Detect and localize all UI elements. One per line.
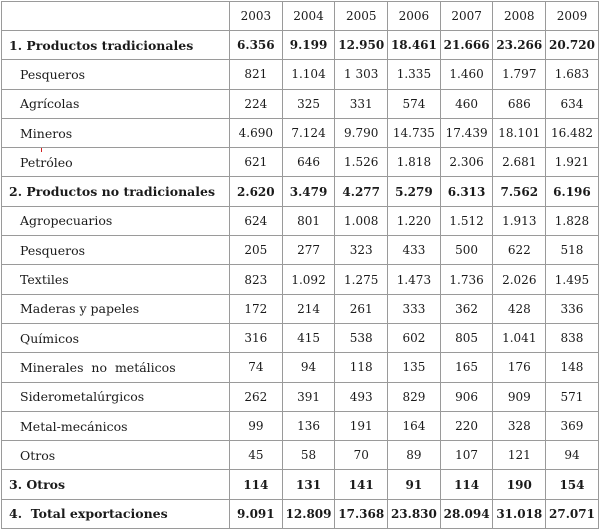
table-cell: 12.950	[335, 31, 388, 60]
table-cell: 336	[546, 294, 599, 323]
row-label: Agropecuarios	[2, 206, 230, 235]
table-cell: 906	[440, 382, 493, 411]
table-row-section	[2, 31, 599, 60]
table-cell: 1.335	[388, 60, 441, 89]
table-cell: 316	[230, 323, 283, 352]
exports-table	[1, 1, 599, 529]
table-cell: 602	[388, 323, 441, 352]
row-label: Agrícolas	[2, 89, 230, 118]
table-cell: 191	[335, 411, 388, 440]
table-cell: 18.461	[388, 31, 441, 60]
table-cell: 415	[282, 323, 335, 352]
table-cell: 17.368	[335, 499, 388, 528]
table-cell: 1.275	[335, 265, 388, 294]
table-cell: 17.439	[440, 118, 493, 147]
year-header: 2006	[388, 2, 441, 31]
table-cell: 28.094	[440, 499, 493, 528]
row-label: Pesqueros	[2, 236, 230, 265]
table-cell: 164	[388, 411, 441, 440]
header-empty-cell	[2, 2, 230, 31]
table-cell: 277	[282, 236, 335, 265]
table-cell: 18.101	[493, 118, 546, 147]
table-cell: 31.018	[493, 499, 546, 528]
table-cell: 1.797	[493, 60, 546, 89]
table-cell: 621	[230, 148, 283, 177]
row-label: 2. Productos no tradicionales	[2, 177, 230, 206]
table-cell: 141	[335, 470, 388, 499]
row-label: Maderas y papeles	[2, 294, 230, 323]
row-label: Textiles	[2, 265, 230, 294]
table-cell: 6.313	[440, 177, 493, 206]
table-cell: 107	[440, 441, 493, 470]
table-cell: 2.620	[230, 177, 283, 206]
table-cell: 1.683	[546, 60, 599, 89]
table-cell: 12.809	[282, 499, 335, 528]
row-label: Pesqueros	[2, 60, 230, 89]
row-label: Petróleo	[20, 154, 73, 170]
table-cell: 1.921	[546, 148, 599, 177]
table-cell: 805	[440, 323, 493, 352]
table-cell: 262	[230, 382, 283, 411]
table-cell: 1.828	[546, 206, 599, 235]
year-header: 2003	[230, 2, 283, 31]
table-cell: 538	[335, 323, 388, 352]
table-cell: 331	[335, 89, 388, 118]
table-cell: 154	[546, 470, 599, 499]
table-cell: 634	[546, 89, 599, 118]
table-cell: 1.041	[493, 323, 546, 352]
table-cell: 5.279	[388, 177, 441, 206]
table-row	[2, 206, 599, 235]
table-cell: 460	[440, 89, 493, 118]
table-cell: 172	[230, 294, 283, 323]
table-cell: 801	[282, 206, 335, 235]
table-cell: 118	[335, 353, 388, 382]
table-cell: 2.306	[440, 148, 493, 177]
table-cell: 27.071	[546, 499, 599, 528]
table-cell: 1.512	[440, 206, 493, 235]
table-cell: 1.818	[388, 148, 441, 177]
year-header: 2008	[493, 2, 546, 31]
table-cell: 1.460	[440, 60, 493, 89]
row-label: Metal-mecánicos	[2, 411, 230, 440]
header-row	[2, 2, 599, 31]
row-label: Mineros	[2, 118, 230, 147]
table-cell: 909	[493, 382, 546, 411]
table-cell: 1.473	[388, 265, 441, 294]
table-cell: 14.735	[388, 118, 441, 147]
table-row-section	[2, 470, 599, 499]
table-cell: 9.199	[282, 31, 335, 60]
table-cell: 433	[388, 236, 441, 265]
table-cell: 114	[230, 470, 283, 499]
table-cell: 622	[493, 236, 546, 265]
row-label: Minerales no metálicos	[2, 353, 230, 382]
table-row	[2, 353, 599, 382]
table-cell: 624	[230, 206, 283, 235]
table-cell: 1.495	[546, 265, 599, 294]
table-cell: 7.562	[493, 177, 546, 206]
table-cell: 99	[230, 411, 283, 440]
table-cell: 58	[282, 441, 335, 470]
table-row	[2, 89, 599, 118]
table-cell: 114	[440, 470, 493, 499]
table-cell: 9.091	[230, 499, 283, 528]
year-header: 2007	[440, 2, 493, 31]
year-header: 2005	[335, 2, 388, 31]
row-label-cell	[2, 148, 230, 177]
table-cell: 91	[388, 470, 441, 499]
table-cell: 2.681	[493, 148, 546, 177]
table-cell: 94	[546, 441, 599, 470]
row-label: Otros	[2, 441, 230, 470]
row-label: Siderometalúrgicos	[2, 382, 230, 411]
row-label: 4. Total exportaciones	[2, 499, 230, 528]
table-row	[2, 60, 599, 89]
table-cell: 214	[282, 294, 335, 323]
table-cell: 362	[440, 294, 493, 323]
table-row	[2, 323, 599, 352]
table-cell: 574	[388, 89, 441, 118]
table-cell: 1.092	[282, 265, 335, 294]
table-cell: 70	[335, 441, 388, 470]
table-cell: 224	[230, 89, 283, 118]
table-cell: 94	[282, 353, 335, 382]
table-cell: 1 303	[335, 60, 388, 89]
table-cell: 500	[440, 236, 493, 265]
table-row-total	[2, 499, 599, 528]
table-cell: 686	[493, 89, 546, 118]
table-cell: 518	[546, 236, 599, 265]
table-cell: 45	[230, 441, 283, 470]
table-row	[2, 265, 599, 294]
table-cell: 823	[230, 265, 283, 294]
table-cell: 1.220	[388, 206, 441, 235]
table-cell: 131	[282, 470, 335, 499]
table-cell: 136	[282, 411, 335, 440]
table-cell: 829	[388, 382, 441, 411]
table-cell: 493	[335, 382, 388, 411]
table-cell: 23.830	[388, 499, 441, 528]
table-cell: 21.666	[440, 31, 493, 60]
year-header: 2009	[546, 2, 599, 31]
table-cell: 838	[546, 323, 599, 352]
table-cell: 428	[493, 294, 546, 323]
table-cell: 3.479	[282, 177, 335, 206]
row-label: Químicos	[2, 323, 230, 352]
table-cell: 89	[388, 441, 441, 470]
table-cell: 148	[546, 353, 599, 382]
table-cell: 205	[230, 236, 283, 265]
table-cell: 7.124	[282, 118, 335, 147]
row-label: 1. Productos tradicionales	[2, 31, 230, 60]
table-cell: 1.104	[282, 60, 335, 89]
table-cell: 333	[388, 294, 441, 323]
table-cell: 328	[493, 411, 546, 440]
table-cell: 190	[493, 470, 546, 499]
table-cell: 121	[493, 441, 546, 470]
table-cell: 6.356	[230, 31, 283, 60]
red-tick-mark	[41, 148, 42, 152]
table-row	[2, 382, 599, 411]
table-cell: 220	[440, 411, 493, 440]
table-cell: 9.790	[335, 118, 388, 147]
year-header: 2004	[282, 2, 335, 31]
table-row	[2, 118, 599, 147]
table-row	[2, 441, 599, 470]
table-cell: 821	[230, 60, 283, 89]
table-cell: 391	[282, 382, 335, 411]
table-cell: 1.008	[335, 206, 388, 235]
table-cell: 74	[230, 353, 283, 382]
table-cell: 1.913	[493, 206, 546, 235]
table-row-section	[2, 177, 599, 206]
table-cell: 323	[335, 236, 388, 265]
table-cell: 261	[335, 294, 388, 323]
table-cell: 1.526	[335, 148, 388, 177]
table-row	[2, 411, 599, 440]
table-cell: 176	[493, 353, 546, 382]
table-cell: 4.277	[335, 177, 388, 206]
table-cell: 571	[546, 382, 599, 411]
table-cell: 325	[282, 89, 335, 118]
row-label: 3. Otros	[2, 470, 230, 499]
table-cell: 20.720	[546, 31, 599, 60]
table-cell: 646	[282, 148, 335, 177]
table-cell: 165	[440, 353, 493, 382]
table-cell: 4.690	[230, 118, 283, 147]
table-row	[2, 148, 599, 177]
table-cell: 16.482	[546, 118, 599, 147]
table-cell: 23.266	[493, 31, 546, 60]
table-cell: 6.196	[546, 177, 599, 206]
table-cell: 1.736	[440, 265, 493, 294]
table-row	[2, 236, 599, 265]
table-cell: 369	[546, 411, 599, 440]
table-row	[2, 294, 599, 323]
table-cell: 2.026	[493, 265, 546, 294]
table-cell: 135	[388, 353, 441, 382]
